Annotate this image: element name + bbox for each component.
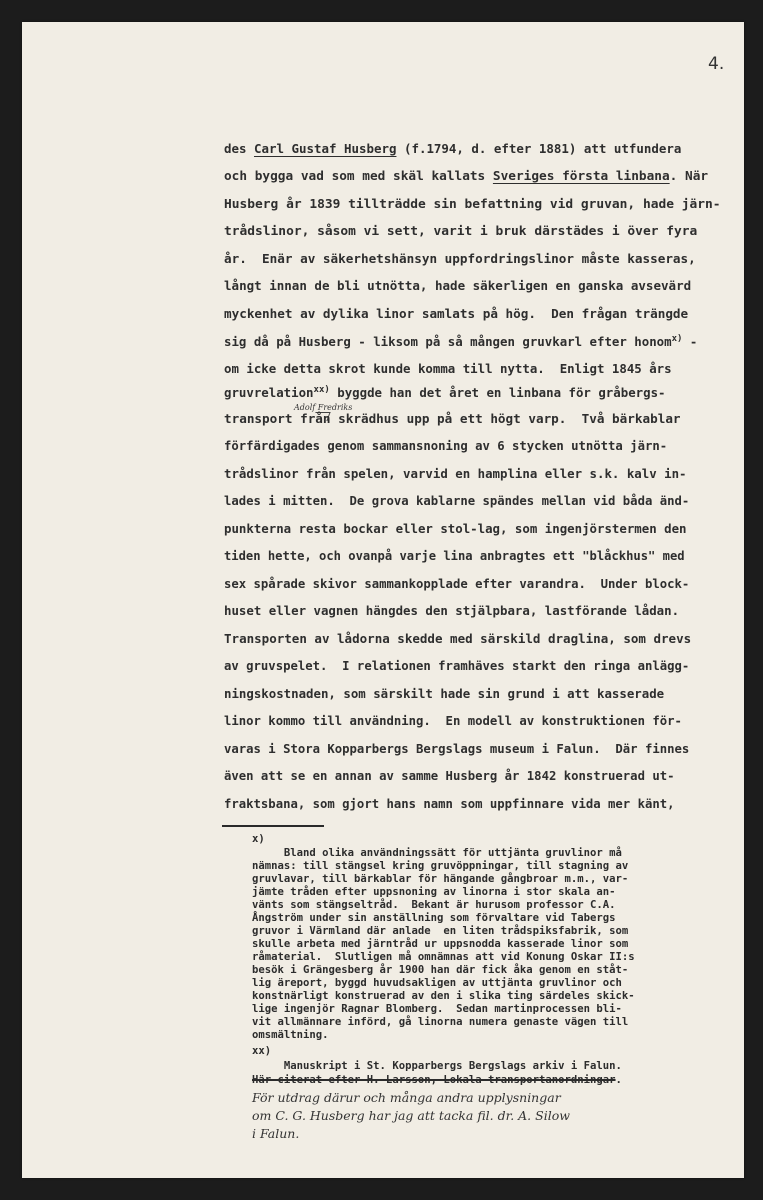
document-page xyxy=(22,22,744,1178)
body-line: lades i mitten. De grova kablarne spändes mellan vid båda änd- xyxy=(224,493,690,508)
body-line: linor kommo till användning. En modell av konstruktionen för- xyxy=(224,713,682,728)
body-line: huset eller vagnen hängdes den stjälpbara, lastförande lådan. xyxy=(224,603,680,618)
body-line: Transporten av lådorna skedde med särskild draglina, som drevs xyxy=(224,631,692,646)
body-line: transport från skrädhus upp på ett högt varp. Två bärkablar xyxy=(224,411,681,426)
body-line: punkterna resta bockar eller stol-lag, som ingenjörstermen den xyxy=(224,521,687,536)
footnote-line: Ångström under sin anställning som förvaltare vid Tabergs xyxy=(252,912,616,924)
body-line: sig då på Husberg - liksom på så mången gruvkarl efter honom$^{x)}$ - xyxy=(224,334,698,350)
body-line: trådslinor, såsom vi sett, varit i bruk därstädes i över fyra xyxy=(224,223,698,238)
body-line: tiden hette, och ovanpå varje lina anbragtes ett "blåckhus" med xyxy=(224,548,685,563)
footnote-line: besök i Grängesberg år 1900 han där fick åka genom en ståt- xyxy=(252,964,629,976)
body-line: även att se en annan av samme Husberg år 1842 konstruerad ut- xyxy=(224,768,675,783)
handwritten-note: i Falun. xyxy=(252,1126,300,1141)
footnote-line: Manuskript i St. Kopparbergs Bergslags arkiv i Falun. xyxy=(252,1060,622,1072)
body-line: sex spårade skivor sammankopplade efter varandra. Under block- xyxy=(224,576,690,591)
body-line: och bygga vad som med skäl kallats Sveriges första linbana. När xyxy=(224,168,709,183)
handwritten-note: För utdrag därur och många andra upplysningar xyxy=(252,1090,561,1105)
footnote-line: konstnärligt konstruerad av den i slika ting särdeles skick- xyxy=(252,990,635,1002)
footnote-line: råmaterial. Slutligen må omnämnas att vid Konung Oskar II:s xyxy=(252,951,635,963)
footnote-marker: xx) xyxy=(252,1045,272,1057)
page-number: 4. xyxy=(708,54,725,74)
body-line: av gruvspelet. I relationen framhäves starkt den ringa anlägg- xyxy=(224,658,690,673)
footnote-line: omsmältning. xyxy=(252,1029,329,1041)
body-line: om icke detta skrot kunde komma till nytta. Enligt 1845 års xyxy=(224,361,672,376)
body-line: ningskostnaden, som särskilt hade sin grund i att kasserade xyxy=(224,686,665,701)
footnote-line: lig äreport, byggd huvudsakligen av uttjänta gruvlinor och xyxy=(252,977,622,989)
footnote-line: gruvlavar, till bärkablar för hängande gångbroar m.m., var- xyxy=(252,873,629,885)
footnote-line: Här citerat efter H. Larsson, Lokala transportanordningar. xyxy=(252,1074,622,1086)
body-line: gruvrelation$^{xx)}$ byggde han det året en linbana för gråbergs- xyxy=(224,385,666,401)
footnote-separator xyxy=(222,825,324,827)
underlined-name: Carl Gustaf Husberg xyxy=(253,141,397,156)
footnote-line: nämnas: till stängsel kring gruvöppningar, till stagning av xyxy=(252,860,629,872)
handwritten-insertion: Adolf Fredriks xyxy=(294,403,353,412)
body-line: myckenhet av dylika linor samlats på hög. Den frågan trängde xyxy=(224,306,689,321)
footnote-line: gruvor i Värmland där anlade en liten trådspiksfabrik, som xyxy=(252,925,629,937)
body-line: förfärdigades genom sammansnoning av 6 stycken utnötta järn- xyxy=(224,438,668,453)
body-line: fraktsbana, som gjort hans namn som uppfinnare vida mer känt, xyxy=(224,796,675,811)
struck-text: Här citerat efter H. Larsson, Lokala transportanordningar xyxy=(252,1074,616,1086)
footnote-line: Bland olika användningssätt för uttjänta gruvlinor må xyxy=(252,847,622,859)
footnote-line: vit allmännare införd, gå linorna numera genaste vägen till xyxy=(252,1016,629,1028)
underlined-phrase: Sveriges första linbana xyxy=(492,168,670,183)
footnote-marker: x) xyxy=(252,833,265,845)
body-line: långt innan de bli utnötta, hade säkerligen en ganska avsevärd xyxy=(224,278,692,293)
handwritten-note: om C. G. Husberg har jag att tacka fil. dr. A. Silow xyxy=(252,1108,570,1123)
body-line: des Carl Gustaf Husberg (f.1794, d. efter 1881) att utfundera xyxy=(224,141,682,156)
footnote-line: vänts som stängseltråd. Bekant är hurusom professor C.A. xyxy=(252,899,616,911)
body-line: Husberg år 1839 tillträdde sin befattning vid gruvan, hade järn- xyxy=(224,196,721,211)
footnote-line: lige ingenjör Ragnar Blomberg. Sedan martinprocessen bli- xyxy=(252,1003,622,1015)
body-line: varas i Stora Kopparbergs Bergslags museum i Falun. Där finnes xyxy=(224,741,690,756)
footnote-line: skulle arbeta med järntråd ur uppsnodda kasserade linor som xyxy=(252,938,629,950)
footnote-line: jämte tråden efter uppsnoning av linorna i stor skala an- xyxy=(252,886,616,898)
body-line: trådslinor från spelen, varvid en hamplina eller s.k. kalv in- xyxy=(224,466,687,481)
body-line: år. Enär av säkerhetshänsyn uppfordringslinor måste kasseras, xyxy=(224,251,696,266)
